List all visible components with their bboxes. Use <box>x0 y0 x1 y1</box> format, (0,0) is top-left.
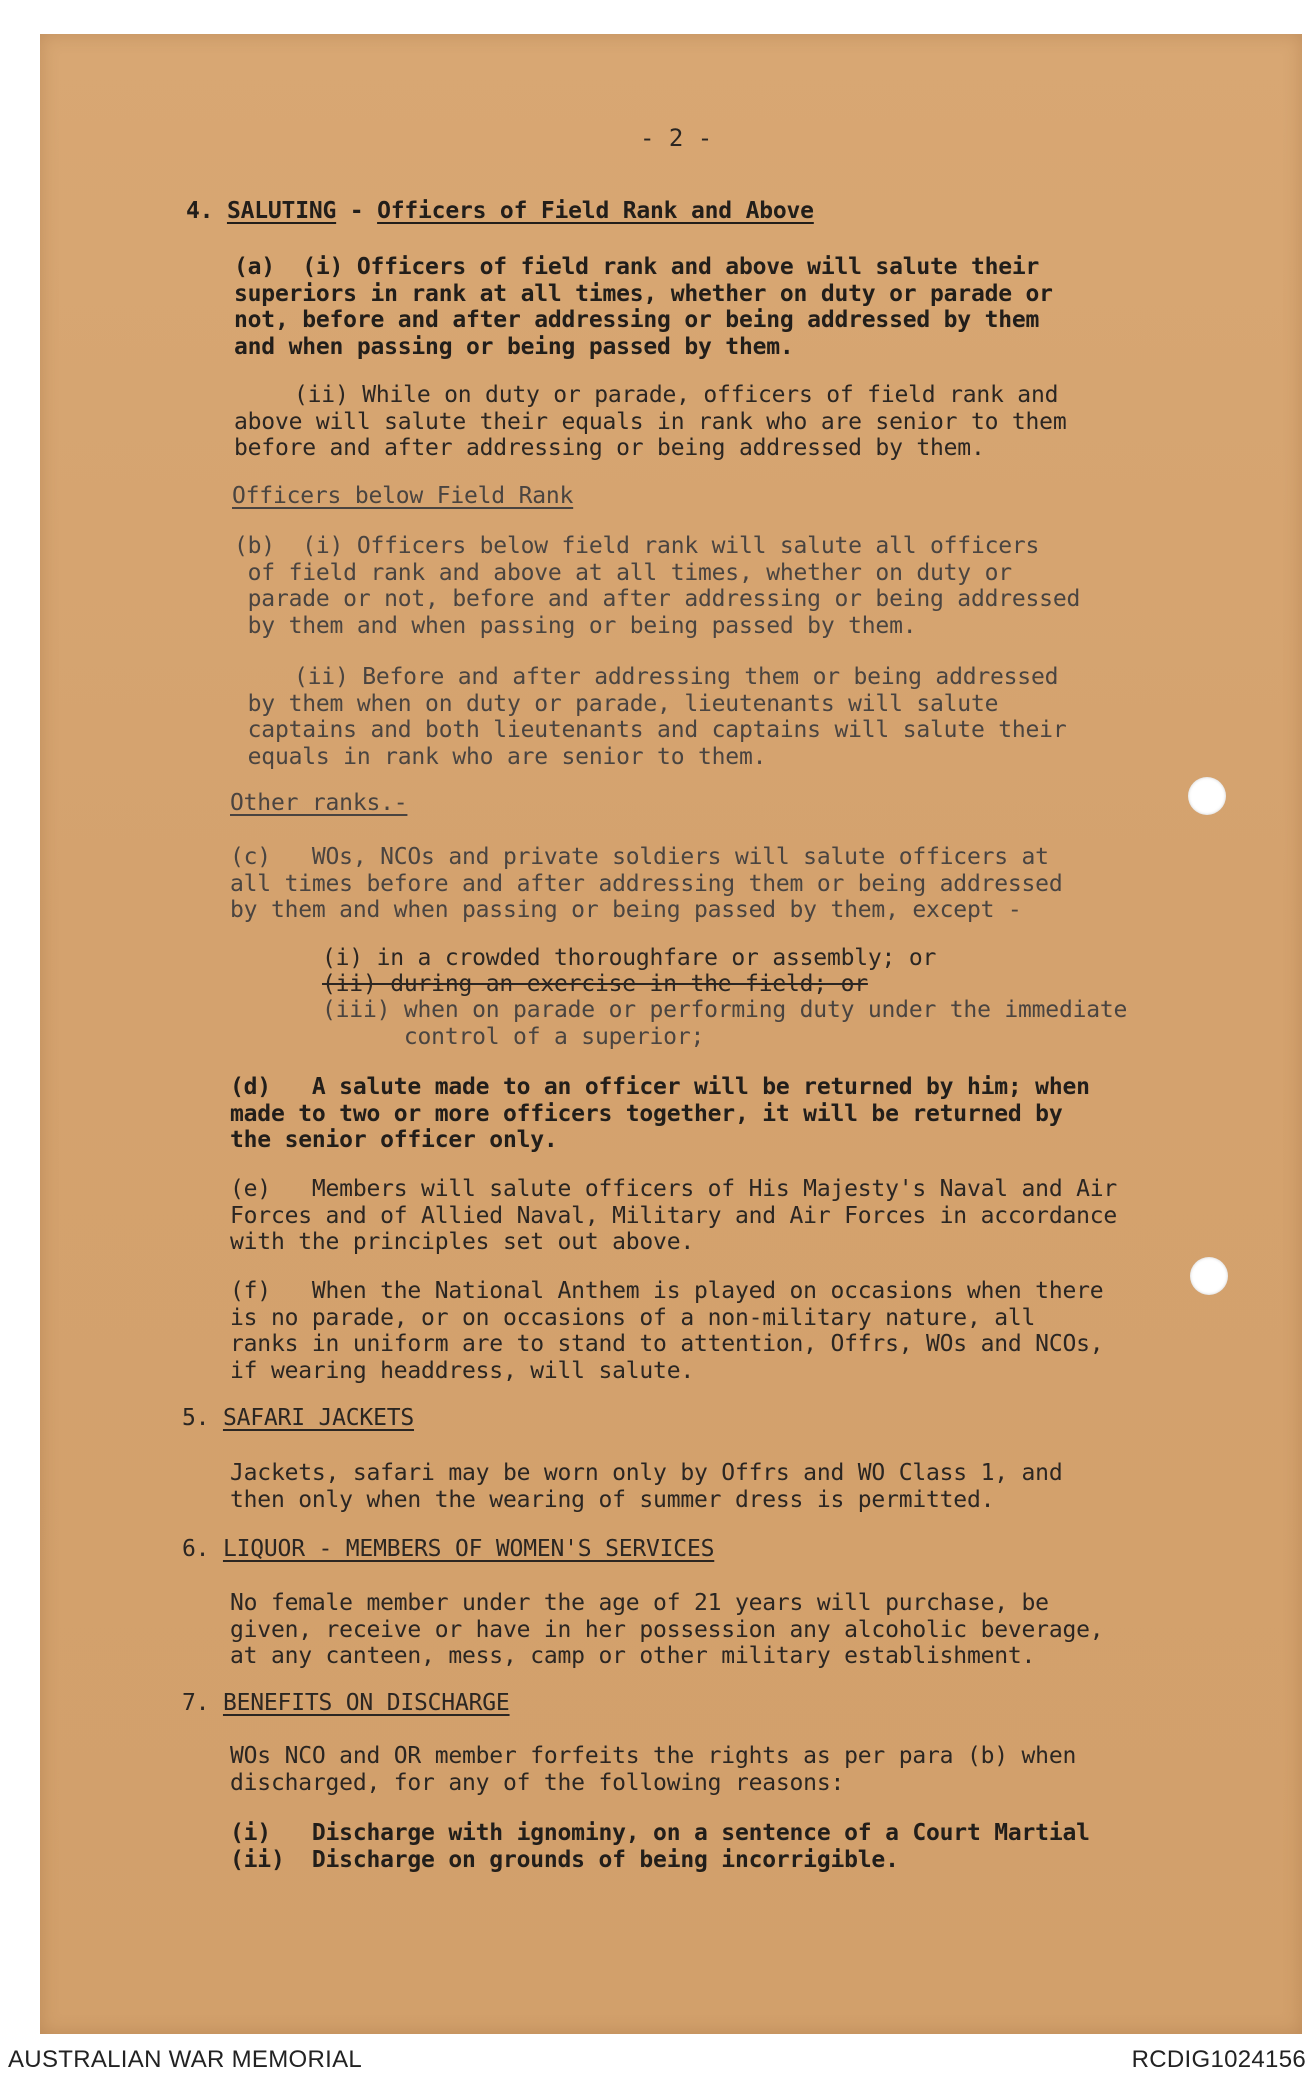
section-7-items: (i) Discharge with ignominy, on a sentence of a Court Martial (ii) Discharge on grounds of being incorrigible. <box>230 1820 1090 1873</box>
section-5-number: 5. <box>182 1405 210 1431</box>
subheading-officers-below-field-rank: Officers below Field Rank <box>232 483 574 509</box>
para-4b-i: (b) (i) Officers below field rank will salute all officers of field rank and above at all times, whether on duty or parade or not, before and after addressing or being addressed by them and when passing or being passed by them. <box>234 533 1081 639</box>
section-7-heading <box>182 1690 510 1717</box>
para-4c-item-ii-struck: (ii) during an exercise in the field; or <box>322 971 868 997</box>
footer-source: AUSTRALIAN WAR MEMORIAL <box>8 2046 363 2073</box>
section-6-heading <box>182 1536 714 1563</box>
section-4-heading <box>186 198 814 225</box>
section-7-number: 7. <box>182 1690 210 1716</box>
para-4e: (e) Members will salute officers of His Majesty's Naval and Air Forces and of Allied Naval, Military and Air Forces in accordance with the principles set out above. <box>230 1176 1118 1255</box>
section-4-title: SALUTING <box>226 198 337 224</box>
section-7-title: BENEFITS ON DISCHARGE <box>222 1690 510 1716</box>
para-4d: (d) A salute made to an officer will be returned by him; when made to two or more officers together, it will be returned by the senior officer only. <box>230 1074 1090 1153</box>
para-4f: (f) When the National Anthem is played on occasions when there is no parade, or on occasions of a non-military nature, all ranks in uniform are to stand to attention, Offrs, WOs and NCOs, if wearing headdress, will salute. <box>230 1278 1104 1384</box>
footer-identifier: RCDIG1024156 <box>1131 2046 1306 2073</box>
section-5-title: SAFARI JACKETS <box>222 1405 415 1431</box>
section-6-number: 6. <box>182 1536 210 1562</box>
para-4c-item-iii: (iii) when on parade or performing duty under the immediate control of a superior; <box>322 997 1128 1050</box>
para-4a-i: (a) (i) Officers of field rank and above will salute their superiors in rank at all times, whether on duty or parade or not, before and after addressing or being addressed by them and when passing or being passed by them. <box>234 254 1053 360</box>
section-6-title: LIQUOR - MEMBERS OF WOMEN'S SERVICES <box>222 1536 715 1562</box>
para-4c: (c) WOs, NCOs and private soldiers will salute officers at all times before and after addressing them or being addressed by them and when passing or being passed by them, except - <box>230 844 1063 923</box>
section-4-subtitle: Officers of Field Rank and Above <box>377 198 814 224</box>
section-4-dash: - <box>349 198 378 224</box>
punch-hole-top <box>1188 777 1226 815</box>
section-5-heading <box>182 1405 414 1432</box>
section-7-body: WOs NCO and OR member forfeits the rights as per para (b) when discharged, for any of the following reasons: <box>230 1743 1077 1796</box>
para-4b-ii: (ii) Before and after addressing them or being addressed by them when on duty or parade, lieutenants will salute captains and both lieutenants and captains will salute their equals in rank who are senior to them. <box>247 664 1067 770</box>
para-4a-ii: (ii) While on duty or parade, officers of field rank and above will salute their equals in rank who are senior to them before and after addressing or being addressed by them. <box>234 382 1067 461</box>
para-4c-item-i: (i) in a crowded thoroughfare or assembly; or <box>322 945 937 971</box>
section-5-body: Jackets, safari may be worn only by Offrs and WO Class 1, and then only when the wearing of summer dress is permitted. <box>230 1460 1063 1513</box>
punch-hole-bottom <box>1190 1257 1228 1295</box>
page-number: - 2 - <box>640 124 713 152</box>
subheading-other-ranks: Other ranks.- <box>230 790 408 816</box>
section-6-body: No female member under the age of 21 years will purchase, be given, receive or have in her possession any alcoholic beverage, at any canteen, mess, camp or other military establishment. <box>230 1590 1104 1669</box>
section-4-number: 4. <box>186 198 214 224</box>
